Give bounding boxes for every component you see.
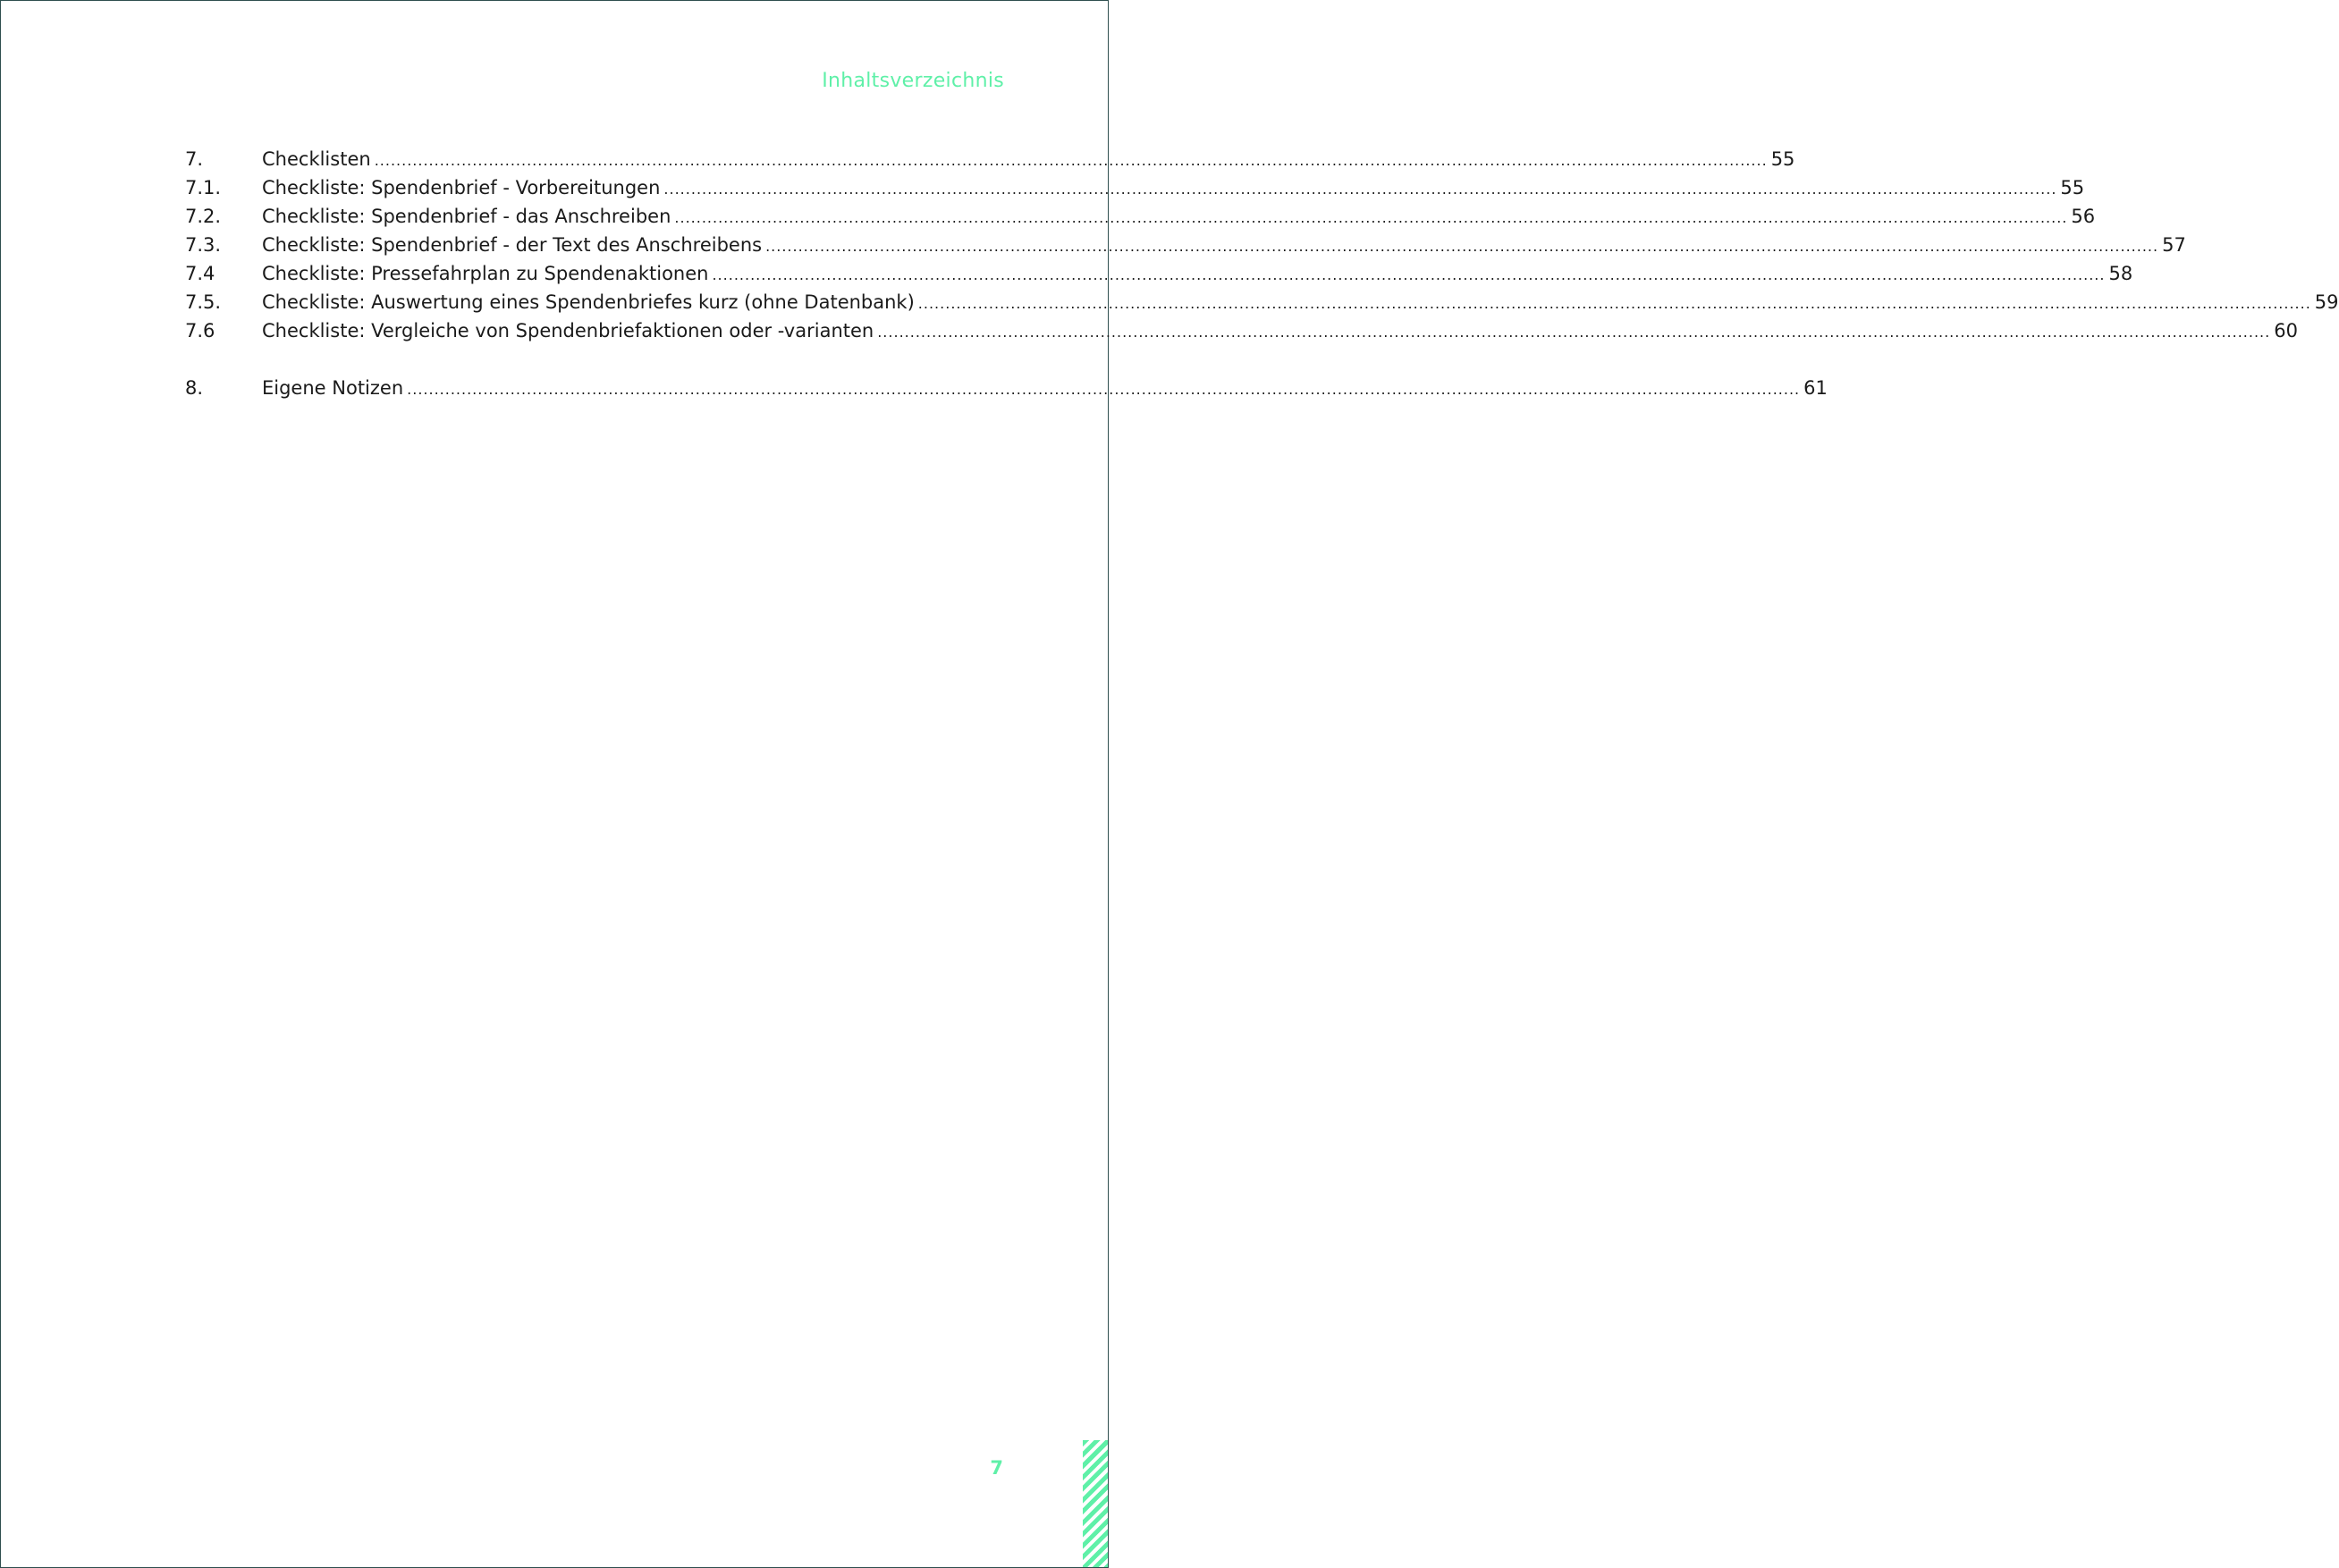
toc-entry-title: Checkliste: Auswertung eines Spendenbriefes kurz (ohne Datenbank) [262,291,915,313]
dot-leader [407,381,1800,398]
toc-entry-number: 7. [185,148,204,170]
toc-entry-7-1[interactable] [185,177,2085,206]
toc-entry-page: 56 [2071,206,2096,227]
dot-leader [918,295,2311,312]
toc-entry-number: 8. [185,377,204,399]
toc-entry-number: 7.4 [185,263,215,284]
toc-entry-number: 7.5. [185,291,222,313]
toc-entry-title: Checkliste: Vergleiche von Spendenbriefaktionen oder -varianten [262,320,874,341]
toc-entry-number: 7.2. [185,206,222,227]
toc-entry-page: 55 [2060,177,2085,198]
toc-entry-page: 58 [2108,263,2133,284]
toc-entry-7-5[interactable] [185,291,2339,320]
toc-entry-7[interactable] [185,148,1795,177]
toc-entry-number: 7.6 [185,320,215,341]
dot-leader [712,266,2105,283]
dot-leader [375,152,1768,169]
toc-entry-7-3[interactable] [185,234,2186,263]
table-of-contents [185,148,2339,406]
toc-entry-7-2[interactable] [185,206,2096,234]
dot-leader [674,209,2067,226]
dot-leader [765,238,2158,255]
toc-entry-number: 7.1. [185,177,222,198]
toc-entry-title: Checkliste: Spendenbrief - der Text des Anschreibens [262,234,763,256]
toc-entry-page: 59 [2314,291,2339,313]
toc-entry-page: 61 [1803,377,1828,399]
toc-entry-title: Checkliste: Spendenbrief - das Anschreiben [262,206,671,227]
toc-entry-7-6[interactable] [185,320,2298,349]
toc-entry-title: Checklisten [262,148,371,170]
page-number: 7 [990,1457,1003,1479]
toc-entry-page: 57 [2162,234,2186,256]
dot-leader [663,181,2056,198]
running-header: Inhaltsverzeichnis [822,70,1004,92]
toc-entry-title: Checkliste: Pressefahrplan zu Spendenaktionen [262,263,709,284]
toc-entry-number: 7.3. [185,234,222,256]
striped-edge-tab [1083,1440,1108,1567]
toc-entry-page: 55 [1770,148,1795,170]
toc-entry-title: Checkliste: Spendenbrief - Vorbereitungen [262,177,661,198]
toc-entry-title: Eigene Notizen [262,377,404,399]
toc-entry-page: 60 [2274,320,2298,341]
dot-leader [877,324,2270,341]
toc-entry-7-4[interactable] [185,263,2133,291]
toc-entry-8[interactable] [185,377,1828,406]
